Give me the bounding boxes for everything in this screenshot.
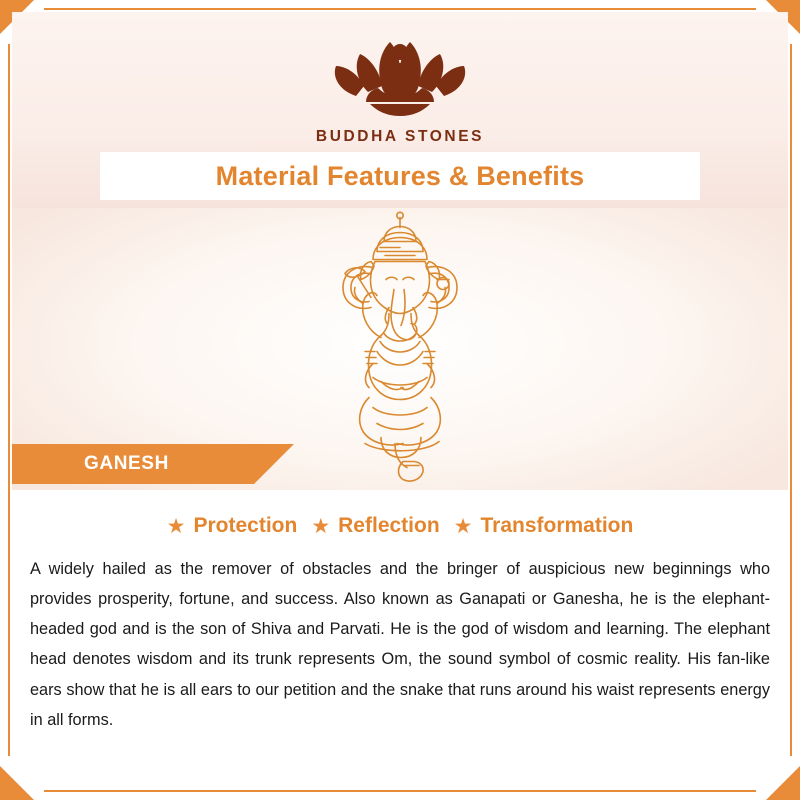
frame-line-top (44, 8, 756, 10)
ribbon-label: GANESH (84, 453, 169, 474)
page-title: Material Features & Benefits (215, 160, 585, 191)
frame-line-left (8, 44, 10, 756)
brand-logo (12, 30, 788, 146)
benefit-item (311, 514, 439, 538)
ganesh-ribbon (12, 444, 254, 484)
title-banner (100, 152, 700, 200)
benefit-label: Transformation (480, 514, 634, 537)
brand-name: BUDDHA STONES (315, 128, 485, 145)
benefits-row (12, 514, 788, 538)
benefit-label: Protection (193, 514, 298, 537)
ganesh-deity-illustration (285, 212, 515, 487)
frame-line-bottom (44, 790, 756, 792)
frame-line-right (790, 44, 792, 756)
star-icon: ★ (311, 514, 331, 538)
corner-decoration-bottom-left (0, 766, 34, 800)
header-section (12, 12, 788, 208)
benefit-label: Reflection (338, 514, 440, 537)
star-icon: ★ (166, 514, 186, 538)
benefit-item (167, 514, 298, 538)
corner-decoration-bottom-right (766, 766, 800, 800)
benefit-item (454, 514, 634, 538)
star-icon: ★ (453, 514, 473, 538)
lotus-meditation-icon (320, 30, 480, 122)
description-text: A widely hailed as the remover of obstacles and the bringer of auspicious new beginnings who provides prosperity, fortune, and success. Also known as Ganapati or Ganesha, he is the elephant-headed god and is the son of Shiva and Parvati. He is the god of wisdom and learning. The elephant head denotes wisdom and its trunk represents Om, the sound symbol of cosmic reality. His fan-like ears show that he is all ears to our petition and the snake that runs around his waist represents energy in all forms. (30, 560, 770, 729)
